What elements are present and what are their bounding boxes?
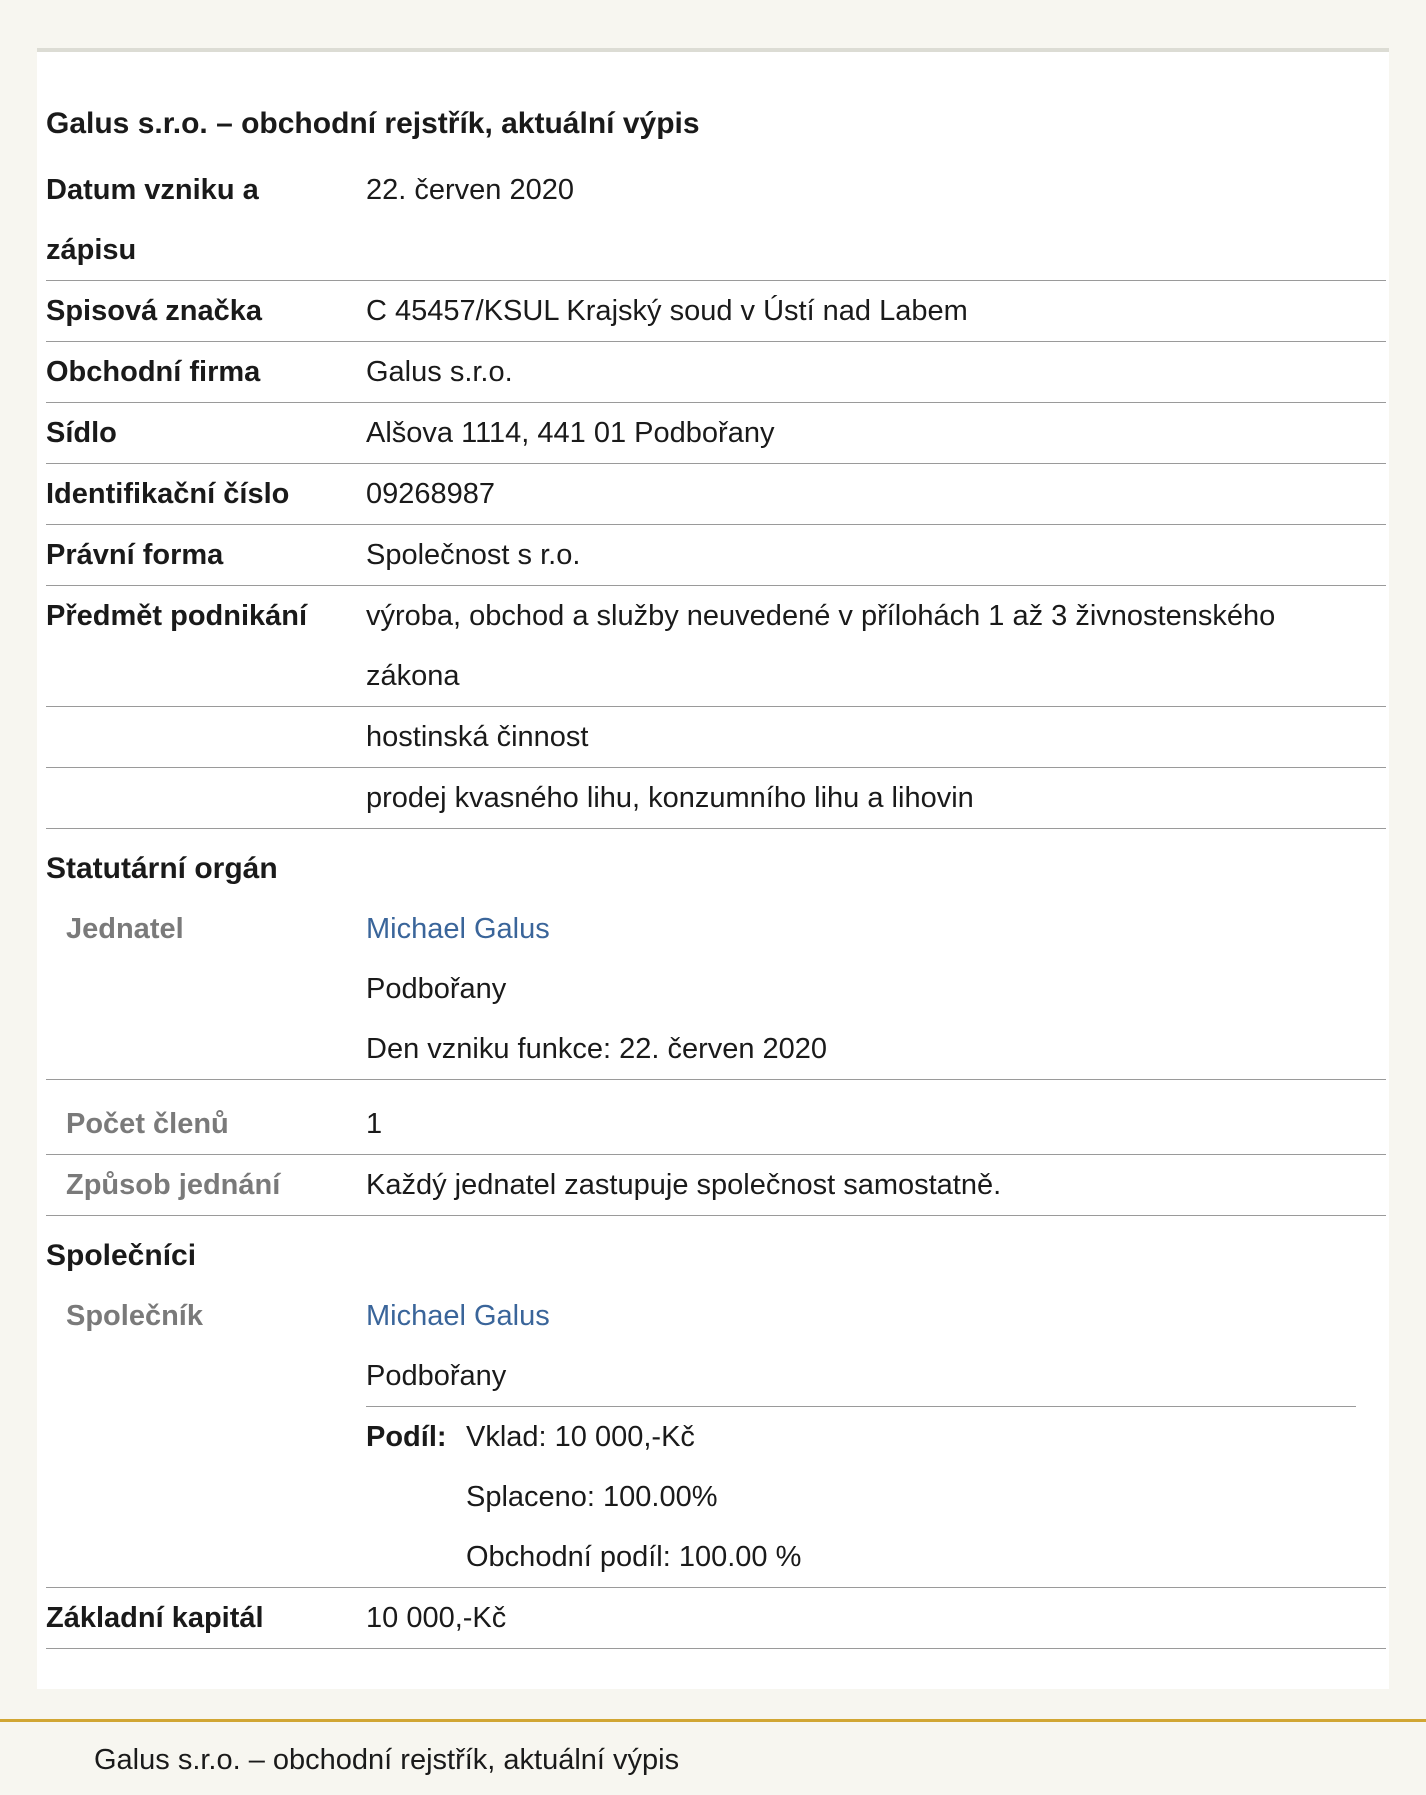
row-predmet-podnikani [46,586,1386,707]
row-predmet-item [46,707,1386,768]
row-pravni-forma [46,525,1386,586]
row-predmet-item [46,768,1386,829]
page-title: Galus s.r.o. – obchodní rejstřík, aktuální výpis [46,107,700,140]
share-values: Vklad: 10 000,-Kč Splaceno: 100.00% Obchodní podíl: 100.00 % [466,1421,802,1573]
row-label: Spisová značka [46,295,262,327]
row-label: Způsob jednání [66,1169,281,1201]
row-value: Galus s.r.o. [366,356,513,388]
row-pocet-clenu [46,1094,1386,1155]
row-value: Každý jednatel zastupuje společnost samostatně. [366,1169,1002,1201]
row-label: Předmět podnikání [46,600,308,632]
row-zakladni-kapital [46,1588,1386,1649]
row-value: 10 000,-Kč [366,1602,507,1634]
row-jednatel [46,899,1386,1080]
share-block [366,1406,1356,1587]
register-content [46,52,1386,1649]
row-label: Datum vzniku a zápisu [46,174,259,266]
person-link[interactable]: Michael Galus [366,1300,550,1332]
row-label: Jednatel [66,913,184,945]
row-label: Počet členů [66,1108,229,1140]
page-footer [0,1719,1426,1795]
row-value: Společnost s r.o. [366,539,581,571]
row-datum-vzniku [46,160,1386,281]
row-sidlo [46,403,1386,464]
section-heading-statutarni: Statutární orgán [46,852,278,885]
spacer [46,1080,1386,1094]
row-value: 1 [366,1108,383,1140]
share-label: Podíl: [366,1421,447,1453]
row-label: Právní forma [46,539,224,571]
row-label: Základní kapitál [46,1602,264,1634]
row-label: Identifikační číslo [46,478,290,510]
row-value: Alšova 1114, 441 01 Podbořany [366,417,775,449]
row-value: 22. červen 2020 [366,174,574,206]
section-heading-spolecnici: Společníci [46,1239,197,1272]
row-value: prodej kvasného lihu, konzumního lihu a lihovin [366,782,974,814]
row-label: Sídlo [46,417,117,449]
person-link[interactable]: Michael Galus [366,913,550,945]
row-zpusob-jednani [46,1155,1386,1216]
row-obchodni-firma [46,342,1386,403]
row-value: hostinská činnost [366,721,589,753]
row-spolecnik [46,1286,1386,1588]
row-spisova-znacka [46,281,1386,342]
row-label: Společník [66,1300,203,1332]
row-value: Michael Galus Podbořany Den vzniku funkce: 22. červen 2020 [366,899,1386,1079]
row-value: výroba, obchod a služby neuvedené v přílohách 1 až 3 živnostenského zákona [366,600,1276,692]
row-value: C 45457/KSUL Krajský soud v Ústí nad Labem [366,295,968,327]
row-ico [46,464,1386,525]
row-label: Obchodní firma [46,356,261,388]
row-value: Michael Galus Podbořany Podíl: Vklad: 10 000,-Kč Splaceno: 100.00% Obchodní podíl: 100.00 % [366,1286,1386,1587]
register-card [37,48,1389,1689]
footer-title: Galus s.r.o. – obchodní rejstřík, aktuální výpis [94,1744,680,1776]
row-value: 09268987 [366,478,496,510]
